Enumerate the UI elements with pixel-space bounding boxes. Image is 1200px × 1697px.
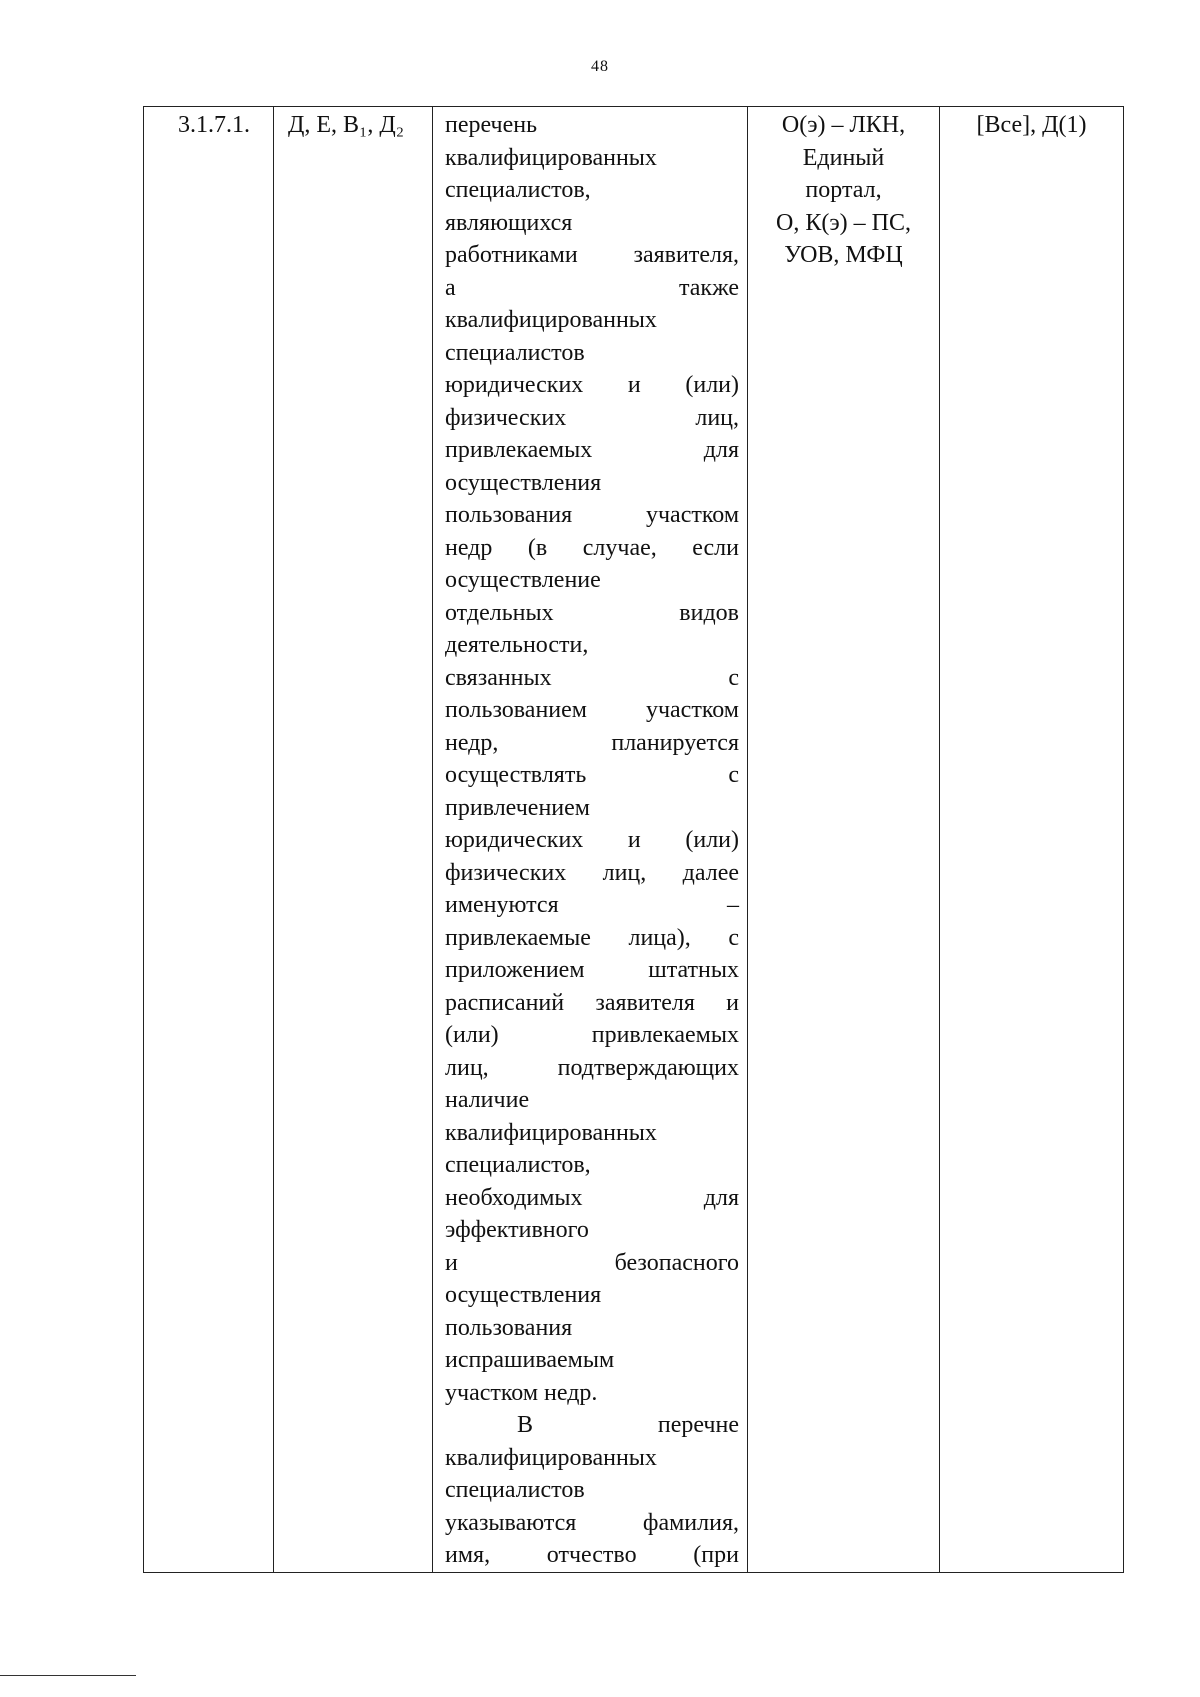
description-line: осуществлять с bbox=[445, 762, 739, 788]
description-line: квалифицированных bbox=[445, 1119, 657, 1146]
submission-method-line: О(э) – ЛКН, bbox=[781, 112, 906, 138]
submission-method bbox=[754, 109, 933, 272]
applicant-codes-cell bbox=[274, 107, 433, 1573]
description-line: участком недр. bbox=[445, 1379, 598, 1406]
description-line: физических лиц, далее bbox=[445, 859, 739, 886]
requirements-table bbox=[143, 106, 1124, 1573]
description-line: имя, отчество (при bbox=[445, 1542, 739, 1568]
description-line: юридических и (или) bbox=[445, 372, 739, 398]
applicant-codes: Д, Е, В₁, Д₂ bbox=[288, 112, 405, 138]
description-line: квалифицированных bbox=[445, 307, 657, 333]
submission-method-line: Единый bbox=[802, 144, 885, 171]
description-line: осуществление bbox=[445, 567, 601, 593]
description-line: привлекаемые лица), с bbox=[445, 924, 739, 951]
description-line: осуществления bbox=[445, 469, 602, 496]
table-row bbox=[144, 107, 1124, 1573]
description-line: пользования участком bbox=[445, 502, 739, 528]
description-line: эффективного bbox=[445, 1217, 589, 1243]
item-number-cell bbox=[144, 107, 274, 1573]
description-line: а также bbox=[445, 274, 739, 301]
description-line: юридических и (или) bbox=[445, 827, 739, 853]
description-line: лиц, подтверждающих bbox=[445, 1054, 739, 1081]
submission-method-cell bbox=[748, 107, 940, 1573]
description-line: (или) привлекаемых bbox=[445, 1022, 739, 1048]
description-line: являющихся bbox=[445, 209, 573, 236]
footnote-divider bbox=[0, 1675, 136, 1676]
description-line: недр (в случае, если bbox=[445, 534, 739, 561]
description-line: и безопасного bbox=[445, 1249, 739, 1276]
mode-value: [Все], Д(1) bbox=[976, 112, 1087, 138]
description-line: испрашиваемым bbox=[445, 1347, 615, 1373]
description-line: недр, планируется bbox=[445, 729, 739, 756]
description-line: привлекаемых для bbox=[445, 437, 739, 463]
submission-method-line: портал, bbox=[805, 177, 882, 203]
description-line: квалифицированных bbox=[445, 1444, 657, 1471]
description-line: В перечне bbox=[517, 1412, 739, 1438]
description-line: необходимых для bbox=[445, 1184, 739, 1211]
description-line: специалистов bbox=[445, 339, 585, 366]
description-line: приложением штатных bbox=[445, 957, 739, 983]
description-line: расписаний заявителя и bbox=[445, 989, 739, 1016]
description-line: квалифицированных bbox=[445, 144, 657, 171]
description-line: перечень bbox=[445, 112, 538, 138]
description-line: указываются фамилия, bbox=[445, 1509, 739, 1536]
description-line: физических лиц, bbox=[445, 404, 739, 431]
description-line: наличие bbox=[445, 1087, 530, 1113]
description-line: работниками заявителя, bbox=[445, 242, 739, 268]
description-line: связанных с bbox=[445, 664, 739, 691]
description-line: специалистов bbox=[445, 1477, 585, 1503]
mode-cell bbox=[940, 107, 1124, 1573]
description-line: специалистов, bbox=[445, 1152, 591, 1178]
description-text bbox=[445, 109, 739, 1572]
description-cell bbox=[433, 107, 748, 1573]
description-line: специалистов, bbox=[445, 177, 591, 203]
item-number: 3.1.7.1. bbox=[178, 112, 250, 138]
description-line: отдельных видов bbox=[445, 599, 739, 626]
description-line: осуществления bbox=[445, 1282, 602, 1308]
description-line: привлечением bbox=[445, 794, 590, 821]
page-number: 48 bbox=[591, 58, 609, 75]
description-line: пользованием участком bbox=[445, 697, 739, 723]
description-line: пользования bbox=[445, 1314, 573, 1341]
submission-method-line: О, К(э) – ПС, bbox=[776, 209, 911, 236]
submission-method-line: УОВ, МФЦ bbox=[784, 242, 903, 268]
description-line: именуются – bbox=[445, 892, 739, 918]
description-line: деятельности, bbox=[445, 632, 589, 658]
